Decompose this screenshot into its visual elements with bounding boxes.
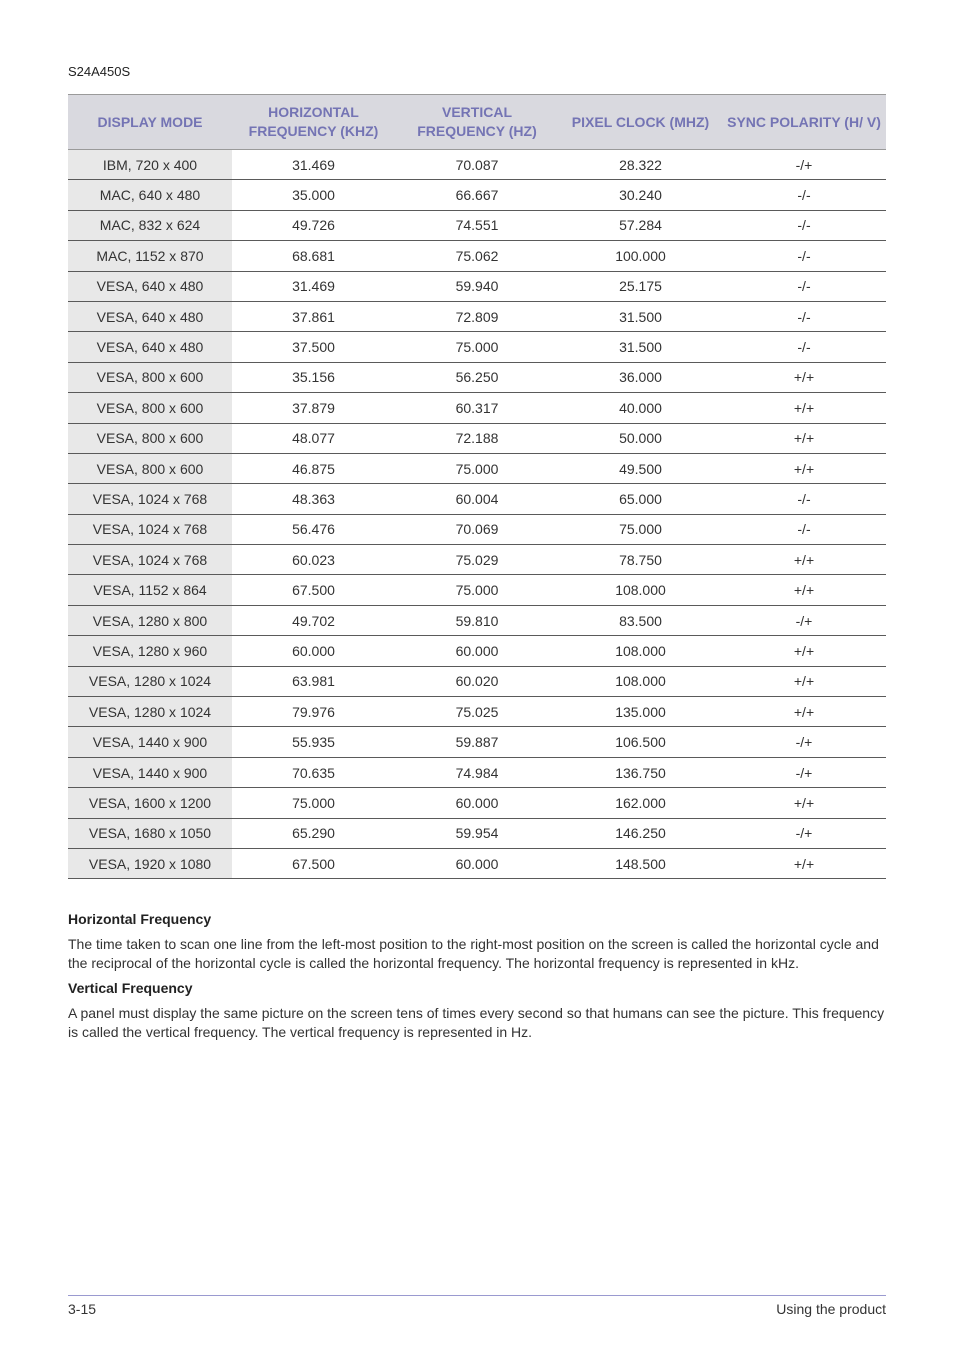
pixel-clock-cell: 146.250 [559,818,722,848]
vertical-frequency-cell: 75.000 [395,575,559,605]
sync-polarity-cell: +/+ [722,575,886,605]
pixel-clock-cell: 83.500 [559,605,722,635]
vertical-frequency-cell: 75.025 [395,697,559,727]
vertical-frequency-cell: 60.004 [395,484,559,514]
sync-polarity-cell: -/- [722,241,886,271]
horizontal-frequency-cell: 63.981 [232,666,395,696]
table-row [68,605,886,635]
horizontal-frequency-cell: 67.500 [232,575,395,605]
horizontal-frequency-cell: 60.000 [232,636,395,666]
display-mode-cell: VESA, 1024 x 768 [68,484,232,514]
table-row [68,575,886,605]
horizontal-frequency-cell: 48.077 [232,423,395,453]
vertical-frequency-cell: 56.250 [395,362,559,392]
pixel-clock-cell: 28.322 [559,150,722,180]
horizontal-frequency-cell: 46.875 [232,453,395,483]
display-mode-cell: VESA, 1440 x 900 [68,727,232,757]
display-mode-cell: VESA, 1280 x 960 [68,636,232,666]
table-body [68,150,886,879]
table-row [68,150,886,180]
display-mode-cell: MAC, 832 x 624 [68,210,232,240]
horizontal-frequency-text: The time taken to scan one line from the left-most position to the right-most position on the screen is called the horizontal cycle and the reciprocal of the horizontal cycle is called the horizontal frequency. The horizontal frequency is represented in kHz. [68,936,879,971]
table-row [68,636,886,666]
table-row [68,666,886,696]
display-mode-cell: IBM, 720 x 400 [68,150,232,180]
display-mode-cell: VESA, 800 x 600 [68,393,232,423]
pixel-clock-cell: 108.000 [559,666,722,696]
footer-rule [68,1295,886,1296]
vertical-frequency-cell: 74.984 [395,757,559,787]
table-row [68,545,886,575]
vertical-frequency-cell: 60.000 [395,788,559,818]
vertical-frequency-text: A panel must display the same picture on the screen tens of times every second so that humans can see the picture. This frequency is called the vertical frequency. The vertical frequency is represented in Hz. [68,1005,885,1040]
table-row [68,697,886,727]
display-mode-cell: VESA, 800 x 600 [68,423,232,453]
display-mode-cell: VESA, 1680 x 1050 [68,818,232,848]
horizontal-frequency-cell: 49.726 [232,210,395,240]
vertical-frequency-cell: 75.062 [395,241,559,271]
horizontal-frequency-cell: 68.681 [232,241,395,271]
vertical-frequency-cell: 72.809 [395,301,559,331]
table-row [68,180,886,210]
horizontal-frequency-cell: 35.156 [232,362,395,392]
horizontal-frequency-cell: 75.000 [232,788,395,818]
vertical-frequency-cell: 70.087 [395,150,559,180]
footer-section-title: Using the product [776,1301,886,1317]
table-header-row [68,95,886,150]
vertical-frequency-cell: 75.000 [395,332,559,362]
pixel-clock-cell: 50.000 [559,423,722,453]
table-row [68,210,886,240]
sync-polarity-cell: -/- [722,301,886,331]
horizontal-frequency-cell: 55.935 [232,727,395,757]
vertical-frequency-cell: 60.317 [395,393,559,423]
page-number: 3-15 [68,1301,97,1317]
table-row [68,271,886,301]
sync-polarity-cell: -/- [722,332,886,362]
pixel-clock-cell: 49.500 [559,453,722,483]
vertical-frequency-cell: 74.551 [395,210,559,240]
sync-polarity-cell: +/+ [722,666,886,696]
sync-polarity-cell: +/+ [722,423,886,453]
pixel-clock-cell: 108.000 [559,575,722,605]
table-row [68,241,886,271]
table-row [68,727,886,757]
display-mode-cell: VESA, 1024 x 768 [68,514,232,544]
sync-polarity-cell: -/- [722,271,886,301]
table-row [68,301,886,331]
sync-polarity-cell: +/+ [722,393,886,423]
sync-polarity-cell: +/+ [722,545,886,575]
display-mode-cell: VESA, 640 x 480 [68,271,232,301]
display-mode-cell: VESA, 640 x 480 [68,332,232,362]
sync-polarity-cell: -/- [722,514,886,544]
horizontal-frequency-cell: 49.702 [232,605,395,635]
vertical-frequency-cell: 72.188 [395,423,559,453]
horizontal-frequency-cell: 60.023 [232,545,395,575]
sync-polarity-cell: -/+ [722,818,886,848]
vertical-frequency-cell: 66.667 [395,180,559,210]
sync-polarity-cell: +/+ [722,788,886,818]
vertical-frequency-cell: 59.940 [395,271,559,301]
display-mode-cell: VESA, 1280 x 800 [68,605,232,635]
sync-polarity-cell: -/+ [722,150,886,180]
table-row [68,788,886,818]
horizontal-frequency-cell: 48.363 [232,484,395,514]
pixel-clock-cell: 148.500 [559,848,722,878]
display-mode-cell: VESA, 1152 x 864 [68,575,232,605]
header-pixel-clock: PIXEL CLOCK (MHZ) [559,95,722,150]
sync-polarity-cell: +/+ [722,697,886,727]
pixel-clock-cell: 162.000 [559,788,722,818]
header-horizontal-frequency: HORIZONTAL FREQUENCY (KHZ) [232,95,395,150]
pixel-clock-cell: 136.750 [559,757,722,787]
vertical-frequency-cell: 60.000 [395,636,559,666]
pixel-clock-cell: 31.500 [559,301,722,331]
pixel-clock-cell: 31.500 [559,332,722,362]
table-row [68,362,886,392]
sync-polarity-cell: +/+ [722,636,886,666]
display-mode-cell: VESA, 1280 x 1024 [68,697,232,727]
sync-polarity-cell: -/+ [722,727,886,757]
table-row [68,757,886,787]
pixel-clock-cell: 65.000 [559,484,722,514]
horizontal-frequency-cell: 79.976 [232,697,395,727]
pixel-clock-cell: 108.000 [559,636,722,666]
table-row [68,453,886,483]
header-vertical-frequency: VERTICAL FREQUENCY (HZ) [395,95,559,150]
sync-polarity-cell: -/- [722,210,886,240]
sync-polarity-cell: -/+ [722,605,886,635]
display-mode-cell: MAC, 1152 x 870 [68,241,232,271]
vertical-frequency-cell: 59.954 [395,818,559,848]
horizontal-frequency-cell: 65.290 [232,818,395,848]
horizontal-frequency-cell: 31.469 [232,271,395,301]
pixel-clock-cell: 78.750 [559,545,722,575]
header-sync-polarity: SYNC POLARITY (H/ V) [722,95,886,150]
horizontal-frequency-cell: 35.000 [232,180,395,210]
display-mode-cell: VESA, 800 x 600 [68,362,232,392]
pixel-clock-cell: 135.000 [559,697,722,727]
sync-polarity-cell: -/- [722,484,886,514]
vertical-frequency-title: Vertical Frequency [68,980,193,996]
sync-polarity-cell: -/- [722,180,886,210]
display-mode-cell: MAC, 640 x 480 [68,180,232,210]
display-mode-cell: VESA, 640 x 480 [68,301,232,331]
vertical-frequency-cell: 59.810 [395,605,559,635]
table-row [68,332,886,362]
pixel-clock-cell: 75.000 [559,514,722,544]
sync-polarity-cell: -/+ [722,757,886,787]
horizontal-frequency-cell: 56.476 [232,514,395,544]
vertical-frequency-cell: 70.069 [395,514,559,544]
sync-polarity-cell: +/+ [722,453,886,483]
horizontal-frequency-cell: 37.861 [232,301,395,331]
sync-polarity-cell: +/+ [722,848,886,878]
pixel-clock-cell: 106.500 [559,727,722,757]
pixel-clock-cell: 100.000 [559,241,722,271]
header-display-mode: DISPLAY MODE [68,95,232,150]
pixel-clock-cell: 57.284 [559,210,722,240]
table-row [68,423,886,453]
pixel-clock-cell: 25.175 [559,271,722,301]
horizontal-frequency-cell: 37.500 [232,332,395,362]
vertical-frequency-cell: 75.000 [395,453,559,483]
pixel-clock-cell: 40.000 [559,393,722,423]
timing-table [68,94,886,879]
display-mode-cell: VESA, 1440 x 900 [68,757,232,787]
horizontal-frequency-title: Horizontal Frequency [68,911,212,927]
display-mode-cell: VESA, 1024 x 768 [68,545,232,575]
horizontal-frequency-cell: 70.635 [232,757,395,787]
pixel-clock-cell: 30.240 [559,180,722,210]
sync-polarity-cell: +/+ [722,362,886,392]
model-name: S24A450S [68,64,131,79]
table-row [68,514,886,544]
horizontal-frequency-cell: 67.500 [232,848,395,878]
display-mode-cell: VESA, 1280 x 1024 [68,666,232,696]
horizontal-frequency-cell: 31.469 [232,150,395,180]
horizontal-frequency-cell: 37.879 [232,393,395,423]
table-row [68,393,886,423]
table-row [68,848,886,878]
vertical-frequency-cell: 75.029 [395,545,559,575]
vertical-frequency-cell: 60.020 [395,666,559,696]
display-mode-cell: VESA, 1600 x 1200 [68,788,232,818]
display-mode-cell: VESA, 800 x 600 [68,453,232,483]
table-row [68,818,886,848]
table-row [68,484,886,514]
pixel-clock-cell: 36.000 [559,362,722,392]
vertical-frequency-cell: 60.000 [395,848,559,878]
display-mode-cell: VESA, 1920 x 1080 [68,848,232,878]
vertical-frequency-cell: 59.887 [395,727,559,757]
